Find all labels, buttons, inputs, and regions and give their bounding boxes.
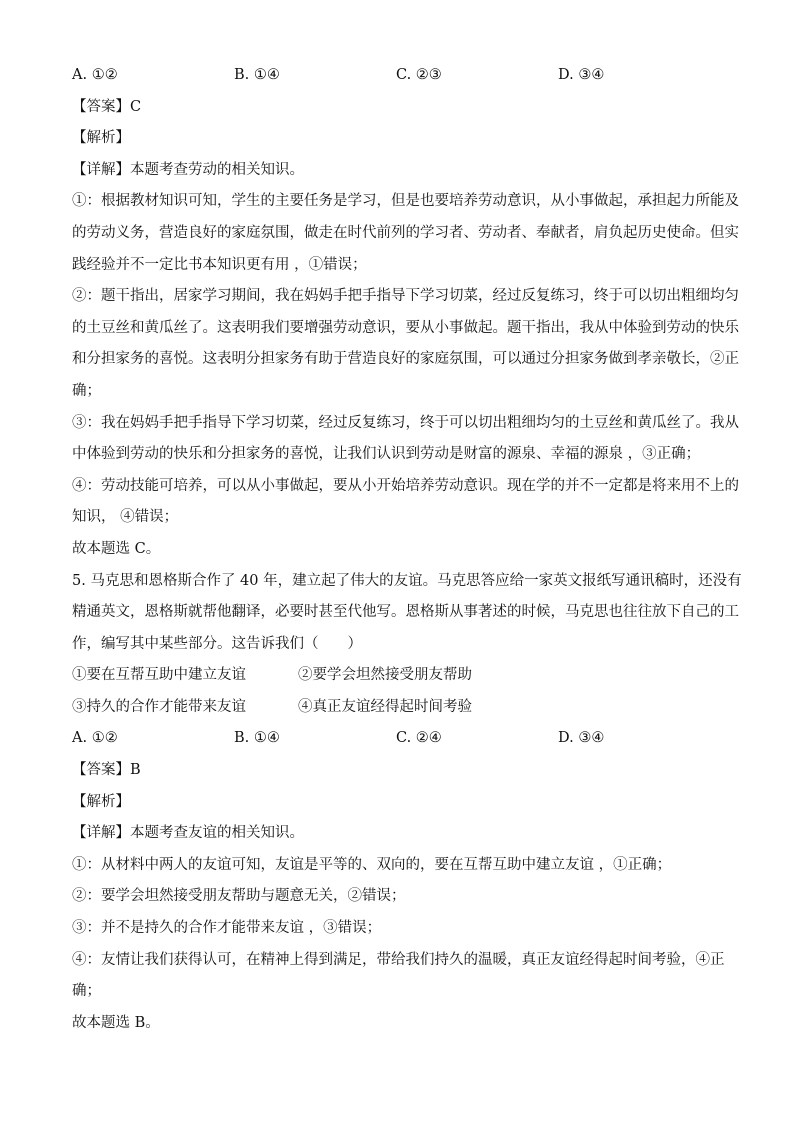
q5-explanation-1 bbox=[72, 850, 722, 882]
text-line: ②：题干指出，居家学习期间，我在妈妈手把手指导下学习切菜，经过反复练习，终于可以切出粗细均匀 bbox=[72, 288, 739, 305]
text-line: 5. 马克思和恩格斯合作了 40 年，建立起了伟大的友谊。马克思答应给一家英文报纸写通讯稿时，还没有 bbox=[72, 572, 742, 589]
q4-option-d: D. ③④ bbox=[558, 67, 605, 83]
q5-stem bbox=[72, 566, 742, 661]
q5-statements-row-2 bbox=[72, 692, 722, 724]
q5-option-d: D. ③④ bbox=[558, 730, 605, 747]
q4-conclusion: 故本题选 C。 bbox=[72, 540, 161, 557]
q4-explanation-4 bbox=[72, 471, 739, 534]
text-line: 确； bbox=[72, 983, 101, 1000]
text-line: 的土豆丝和黄瓜丝了。这表明我们要增强劳动意识，要从小事做起。题干指出，我从中体验到劳动的快乐 bbox=[72, 319, 739, 336]
q5-explanation-4 bbox=[72, 945, 725, 1008]
text-line: ④：友情让我们获得认可，在精神上得到满足，带给我们持久的温暖，真正友谊经得起时间考验，④正 bbox=[72, 951, 725, 968]
q5-statement-1: ①要在互帮互助中建立友谊 bbox=[72, 667, 246, 684]
text-line: ①：从材料中两人的友谊可知，友谊是平等的、双向的，要在互帮互助中建立友谊 ，①正确； bbox=[72, 856, 672, 873]
page-content bbox=[72, 60, 742, 1039]
q5-conclusion: 故本题选 B。 bbox=[72, 1014, 160, 1031]
text-line: 精通英文，恩格斯就帮他翻译，必要时甚至代他写。恩格斯从事著述的时候，马克思也往往放下自己的工 bbox=[72, 604, 739, 621]
text-line: ③：并不是持久的合作才能带来友谊 ，③错误； bbox=[72, 920, 382, 937]
q4-explanation-2 bbox=[72, 281, 739, 407]
q4-option-c: C. ②③ bbox=[396, 67, 442, 83]
text-line: ③：我在妈妈手把手指导下学习切菜，经过反复练习，终于可以切出粗细均匀的土豆丝和黄瓜丝了。我从 bbox=[72, 414, 739, 431]
q4-explanation-1 bbox=[72, 186, 739, 281]
text-line: 践经验并不一定比书本知识更有用 ，①错误； bbox=[72, 256, 367, 273]
q4-detail-heading: 【详解】本题考查劳动的相关知识。 bbox=[72, 161, 304, 178]
text-line: ②：要学会坦然接受朋友帮助与题意无关，②错误； bbox=[72, 888, 406, 905]
q4-analysis-heading: 【解析】 bbox=[72, 130, 130, 147]
q4-options bbox=[72, 60, 722, 92]
q5-option-a: A. ①② bbox=[72, 730, 118, 747]
q4-option-b: B. ①④ bbox=[234, 67, 280, 83]
text-line: 作，编写其中某些部分。这告诉我们（ ） bbox=[72, 635, 362, 652]
text-line: 和分担家务的喜悦。这表明分担家务有助于营造良好的家庭氛围，可以通过分担家务做到孝亲敬长，②正 bbox=[72, 351, 739, 368]
q5-options bbox=[72, 723, 722, 755]
text-line: 知识， ④错误； bbox=[72, 509, 179, 526]
text-line: 中体验到劳动的快乐和分担家务的喜悦，让我们认识到劳动是财富的源泉、幸福的源泉 ，③正确； bbox=[72, 446, 701, 463]
q5-detail-heading: 【详解】本题考查友谊的相关知识。 bbox=[72, 825, 304, 842]
q4-explanation-3 bbox=[72, 408, 739, 471]
q5-answer: 【答案】B bbox=[72, 762, 141, 779]
q5-statement-2: ②要学会坦然接受朋友帮助 bbox=[298, 667, 472, 684]
q5-option-c: C. ②④ bbox=[396, 730, 442, 747]
q5-statement-3: ③持久的合作才能带来友谊 bbox=[72, 698, 246, 715]
q4-answer: 【答案】C bbox=[72, 98, 142, 115]
text-line: 的劳动义务，营造良好的家庭氛围，做走在时代前列的学习者、劳动者、奉献者，肩负起历史使命。但实 bbox=[72, 224, 739, 241]
q5-statements-row-1 bbox=[72, 660, 722, 692]
text-line: ①：根据教材知识可知，学生的主要任务是学习，但是也要培养劳动意识，从小事做起，承担起力所能及 bbox=[72, 193, 739, 210]
q5-analysis-heading: 【解析】 bbox=[72, 793, 130, 810]
q5-explanation-3 bbox=[72, 913, 722, 945]
text-line: 确； bbox=[72, 382, 101, 399]
q4-option-a: A. ①② bbox=[72, 67, 118, 83]
text-line: ④：劳动技能可培养，可以从小事做起，要从小开始培养劳动意识。现在学的并不一定都是将来用不上的 bbox=[72, 477, 739, 494]
q5-explanation-2 bbox=[72, 881, 722, 913]
q5-statement-4: ④真正友谊经得起时间考验 bbox=[298, 698, 472, 715]
q5-option-b: B. ①④ bbox=[234, 730, 280, 747]
